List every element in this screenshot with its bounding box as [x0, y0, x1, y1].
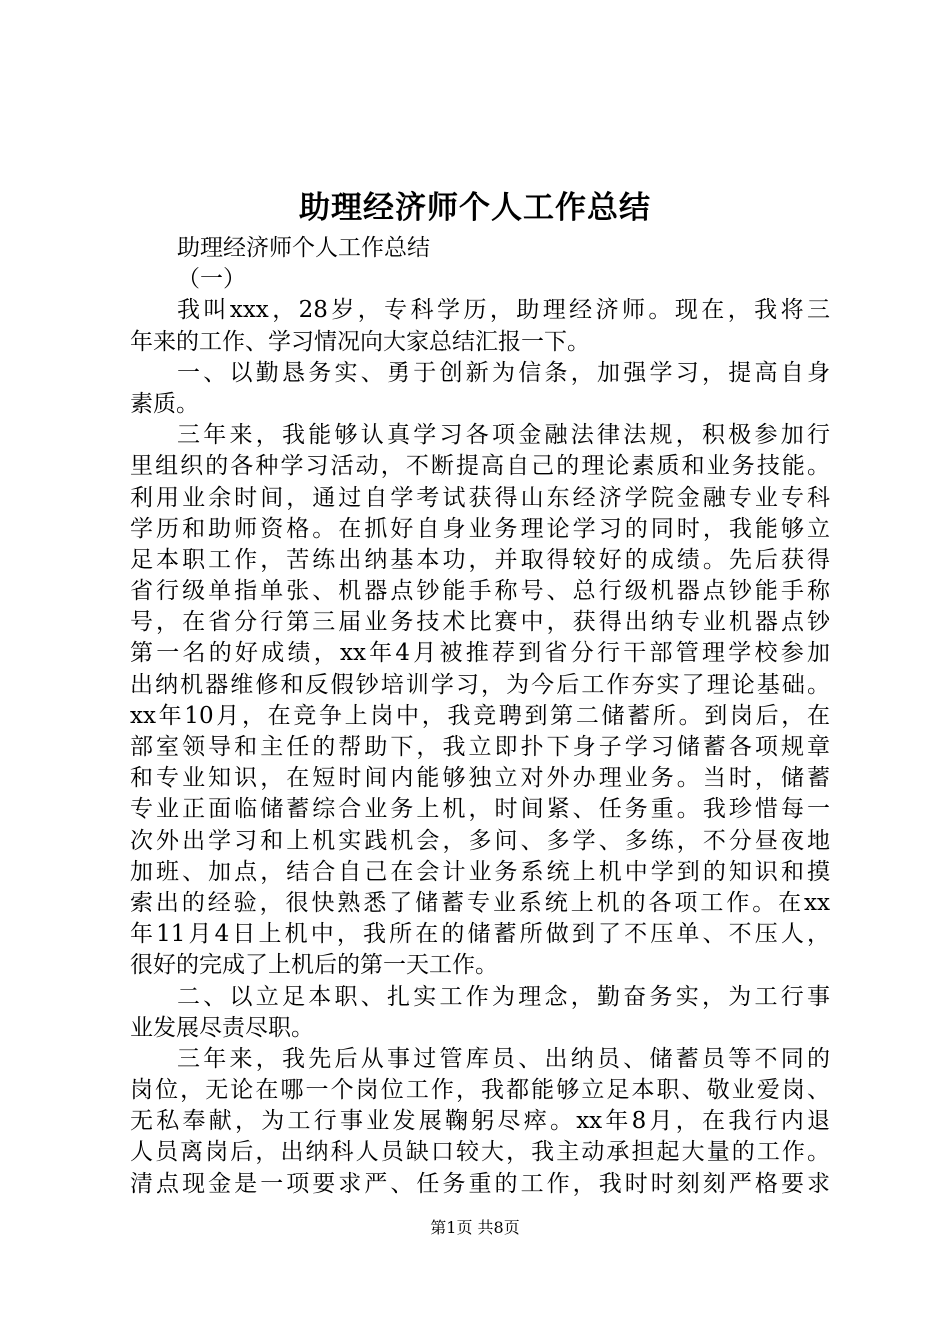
text-line: 人员离岗后，出纳科人员缺口较大，我主动承担起大量的工作。 [130, 1139, 830, 1166]
text-line: 三年来，我能够认真学习各项金融法律法规，积极参加行 [177, 422, 830, 449]
text-line: 素质。 [130, 390, 199, 417]
text-line: 足本职工作，苦练出纳基本功，并取得较好的成绩。先后获得 [130, 546, 830, 573]
text-line: 年11月4日上机中，我所在的储蓄所做到了不压单、不压人， [130, 921, 830, 948]
text-line: 出纳机器维修和反假钞培训学习，为今后工作夯实了理论基础。 [130, 671, 830, 698]
document-title: 助理经济师个人工作总结 [299, 190, 651, 226]
text-line: 里组织的各种学习活动，不断提高自己的理论素质和业务技能。 [130, 453, 830, 480]
text-line: 助理经济师个人工作总结 [177, 235, 430, 261]
text-line: 次外出学习和上机实践机会，多问、多学、多练，不分昼夜地 [130, 827, 830, 854]
text-line: 部室领导和主任的帮助下，我立即扑下身子学习储蓄各项规章 [130, 734, 830, 760]
text-line: 和专业知识，在短时间内能够独立对外办理业务。当时，储蓄 [130, 765, 830, 792]
text-line: 第一名的好成绩，xx年4月被推荐到省分行干部管理学校参加 [130, 640, 830, 667]
text-line: （一） [177, 266, 246, 293]
text-line: 号，在省分行第三届业务技术比赛中，获得出纳专业机器点钞 [130, 609, 830, 636]
text-line: 岗位，无论在哪一个岗位工作，我都能够立足本职、敬业爱岗、 [130, 1077, 830, 1104]
text-line: 索出的经验，很快熟悉了储蓄专业系统上机的各项工作。在xx [130, 889, 830, 916]
text-line: xx年10月，在竞争上岗中，我竞聘到第二储蓄所。到岗后，在 [130, 702, 830, 729]
text-line: 一、以勤恳务实、勇于创新为信条，加强学习，提高自身 [177, 359, 830, 386]
text-line: 无私奉献，为工行事业发展鞠躬尽瘁。xx年8月，在我行内退 [130, 1108, 830, 1135]
text-line: 清点现金是一项要求严、任务重的工作，我时时刻刻严格要求 [130, 1170, 830, 1197]
text-line: 年来的工作、学习情况向大家总结汇报一下。 [130, 328, 590, 355]
text-line: 三年来，我先后从事过管库员、出纳员、储蓄员等不同的 [177, 1045, 830, 1072]
text-line: 省行级单指单张、机器点钞能手称号、总行级机器点钞能手称 [130, 578, 830, 605]
text-line: 我叫xxx，28岁，专科学历，助理经济师。现在，我将三 [177, 297, 830, 324]
text-line: 加班、加点，结合自己在会计业务系统上机中学到的知识和摸 [130, 858, 830, 885]
page-footer: 第1页 共8页 [430, 1218, 520, 1237]
text-line: 学历和助师资格。在抓好自身业务理论学习的同时，我能够立 [130, 515, 830, 542]
text-line: 专业正面临储蓄综合业务上机，时间紧、任务重。我珍惜每一 [130, 796, 830, 823]
document-body [130, 233, 830, 1200]
text-line: 利用业余时间，通过自学考试获得山东经济学院金融专业专科 [130, 484, 830, 511]
text-line: 二、以立足本职、扎实工作为理念，勤奋务实，为工行事 [177, 983, 830, 1010]
text-line: 业发展尽责尽职。 [130, 1014, 314, 1041]
text-line: 很好的完成了上机后的第一天工作。 [130, 952, 498, 979]
